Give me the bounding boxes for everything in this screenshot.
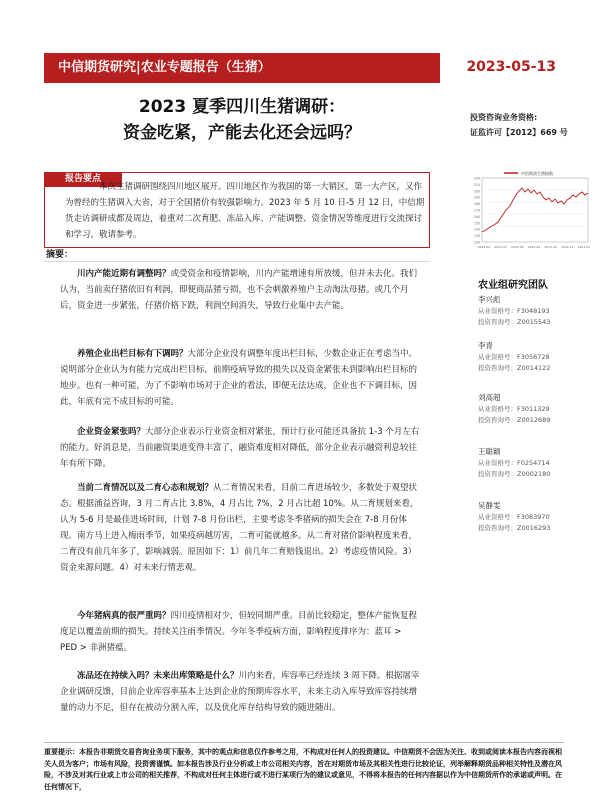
analyst-card: [478, 500, 590, 534]
analyst-license: 从业资格号：F0254714: [478, 459, 550, 467]
pig-index-mini-chart: [466, 170, 590, 260]
y-tick-label: 150: [473, 221, 480, 226]
abstract-label: 摘要：: [44, 248, 430, 262]
report-banner-text: 中信期货研究|农业专题报告（生猪）: [58, 60, 271, 75]
analyst-name: 刘高超: [478, 393, 501, 402]
x-tick-label: 2022-09: [527, 245, 541, 249]
summary-text: 本次生猪调研围绕四川地区展开。四川地区作为我国的第一大销区，第一大产区，又作为曾经的生猪调入大省，对于全国猪价有较强影响力。2023 年 5 月 10 日-5 月 12 日，中信期货走访调研成都及周边，着重对二次育肥、冻品入库、产能调整、资金情况等维度进行交流探讨和学习。敬请参考。: [65, 182, 425, 240]
y-tick-label: 200: [473, 189, 480, 194]
credential-title: 投资咨询业务资格:: [470, 113, 538, 122]
paragraph-capacity: 川内产能近期有调整吗？或受资金和疫情影响，川内产能增速有所放缓，但并未去化。我们认为，当前卖仔猪依旧有利润，即便商品猪亏损，也不会刺激养殖户主动淘汰母猪。或几个月后，资金进一步紧张，仔猪价格下跌，利润空间消失，导致行业集中去产能。: [60, 269, 418, 311]
paragraph-frozen-stock: 冻品还在持续入吗？未来出库策略是什么？川内来看，库容率已经连续 3 周下降。根据屠宰企业调研反馈，目前企业库容率基本上达到企业的预期库容水平，未来主动入库导致库容持续增量的动力不足，但存在被动分割入库，以及优化库存结构导致的随进随出。: [60, 671, 420, 713]
y-tick-label: 210: [473, 182, 480, 187]
report-date: 2023-05-13: [466, 59, 556, 75]
disclaimer: 重要提示：本报告非期货交易咨询业务项下服务，其中的观点和信息仅作参考之用，不构成对任何人的投资建议。中信期货不会因为关注、收到或阅读本报告内容而视相关人员为客户；市场有风险，投资需谨慎。如本报告涉及行业分析或上市公司相关内容，旨在对期货市场及其相关性进行比较论证，列举解释期货品种相关特性及潜在风险，不涉及对其行业或上市公司的相关推荐，不构成对任何主体进行或不进行某项行为的建议或意见，不得将本报告的任何内容据以作为中信期货所作的承诺或声明。在任何情况下，: [44, 742, 564, 793]
y-tick-label: 120: [473, 240, 480, 245]
legend-label: 中信期货生猪指数: [521, 171, 553, 176]
analyst-card: [478, 446, 590, 480]
x-tick-label: 2022-07: [494, 245, 507, 249]
y-tick-label: 160: [473, 214, 480, 219]
analyst-license: 从业资格号：F3011329: [478, 405, 550, 413]
paragraph-disease: 今年猪病真的很严重吗？四川疫情相对少，但较同期严重。目前比较稳定，整体产能恢复程度足以覆盖前期的损失。持续关注雨季情况。今年冬季疫病方面，影响程度排序为：蓝耳 > PED > 非洲猪瘟。: [60, 611, 418, 653]
x-tick-label: 2023-01: [577, 245, 590, 249]
analyst-license: 从业资格号：F3048193: [478, 307, 550, 315]
x-tick-labels: [478, 245, 590, 249]
y-tick-label: 130: [473, 234, 480, 239]
analyst-license: 从业资格号：F3056728: [478, 353, 550, 361]
x-tick-label: 2022-08: [511, 245, 524, 249]
analyst-advisory: 投资咨询号：Z0015543: [478, 318, 551, 326]
y-tick-label: 140: [473, 227, 480, 232]
analyst-advisory: 投资咨询号：Z0012689: [478, 416, 551, 424]
analyst-name: 王聪颖: [478, 447, 501, 456]
analyst-advisory: 投资咨询号：Z0016293: [478, 524, 551, 532]
y-tick-label: 170: [473, 208, 480, 213]
report-title-line2: 资金吃紧，产能去化还会远吗？: [123, 123, 361, 143]
pig-index-line: [482, 188, 588, 232]
y-tick-label: 180: [473, 202, 480, 207]
analyst-advisory: 投资咨询号：Z0002180: [478, 470, 551, 478]
analyst-card: [478, 340, 590, 374]
paragraph-slaughter-target: 养殖企业出栏目标有下调吗？大部分企业没有调整年度出栏目标，少数企业正在考虑当中。说明部分企业认为有能力完成出栏目标，前期疫病导致的损失以及资金紧张未到影响出栏目标的地步。也有一种可能，为了不影响市场对于企业的看法，即便无法达成，企业也不下调目标，因此，年底有完不成目标的可能。: [60, 349, 418, 407]
analyst-card: [478, 392, 590, 426]
analyst-name: 李青: [478, 341, 493, 350]
y-tick-labels: [474, 177, 480, 245]
paragraph-secondary-fattening: 当前二育情况以及二育心态和规划？从二育情况来看，目前二育进场较少，多数处于观望状态。根据涌益咨询，3 月二育占比 3.8%，4 月占比 7%，2 月占比超 10%。从二育规划来看，认为 5-6 月是最佳进场时间，计划 7-8 月份出栏，主要考虑冬季猪病的损失会在 7-8 月份体现。南方马上进入梅雨季节，如果疫病越厉害，二育可能就越多。从二育对猪价影响程度来看，二育没有前几年多了，影响减弱。原因如下：1）前几年二育赔钱退出。2）考虑疫情风险。3）资金来源问题。4）对未来行情悲观。: [60, 483, 419, 573]
y-tick-label: 220: [473, 176, 480, 181]
paragraph-funding: 企业资金紧张吗？大部分企业表示行业资金相对紧张，预计行业可能还具备抗 1-3 个月左右的能力。好消息是，当前融资渠道变得丰富了，融资难度相对降低，部分企业表示融资利息较往年有所下降。: [60, 427, 420, 469]
x-tick-label: 2022-06: [477, 245, 491, 249]
summary-box: [44, 172, 430, 248]
summary-tag: 报告要点: [44, 172, 122, 187]
x-tick-label: 2022-10: [544, 245, 557, 249]
analyst-advisory: 投资咨询号：Z0014122: [478, 364, 551, 372]
report-banner: [44, 53, 440, 83]
x-tick-label: 2022-11: [561, 245, 574, 249]
analyst-name: 吴静雯: [478, 501, 501, 510]
analyst-license: 从业资格号：F3083970: [478, 513, 550, 521]
y-tick-label: 190: [473, 195, 480, 200]
plot-frame: [482, 178, 588, 242]
team-title: 农业组研究团队: [478, 280, 548, 291]
analyst-name: 李兴彪: [478, 295, 501, 304]
report-title-line1: 2023 夏季四川生猪调研：: [138, 97, 346, 117]
credential-value: 证监许可【2012】669 号: [470, 128, 568, 137]
analyst-card: [478, 294, 590, 328]
